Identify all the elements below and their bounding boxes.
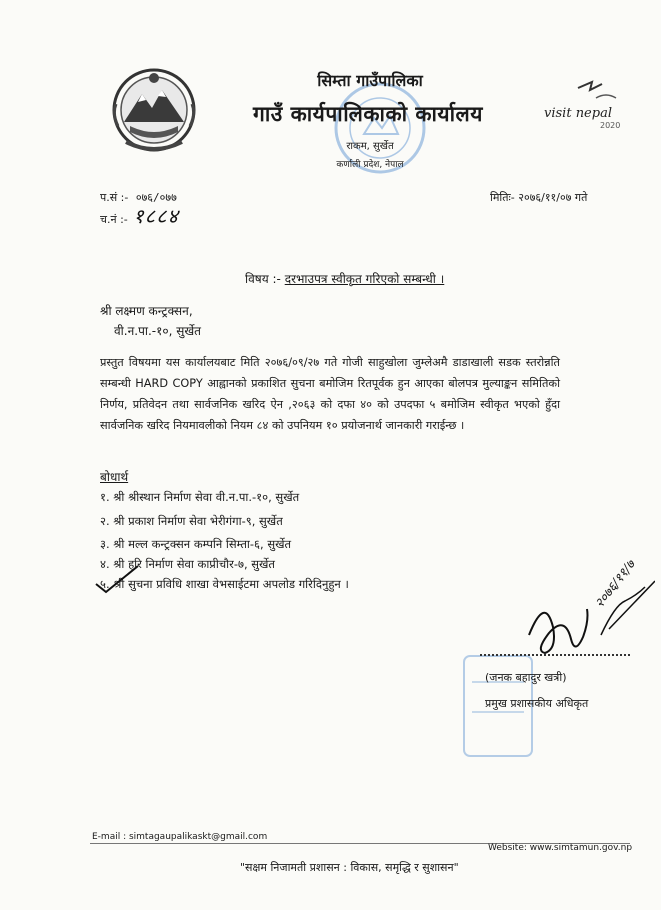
office-title: गाउँ कार्यपालिकाको कार्यालय <box>253 102 483 126</box>
footer-email[interactable]: E-mail : simtagaupalikaskt@gmail.com <box>92 832 268 842</box>
subject-line <box>245 270 444 287</box>
body-paragraph: प्रस्तुत विषयमा यस कार्यालयबाट मिति २०७६/०९/२७ गते गोजी साहुखोला जुम्लेअमै डाडाखाली सडक स्तरोन्नति सम्बन्धी HARD COPY आह्वानको प्रकाशित सुचना बमोजिम रितपूर्वक हुन आएका बोलपत्र मुल्याङ्कन समितिको निर्णय, प्रतिवेदन तथा सार्वजनिक खरिद ऐन ,२०६३ को दफा ४० को उपदफा ५ बमोजिम स्वीकृत भएको हुँदा सार्वजनिक खरिद नियमावलीको नियम ८४ को उपनियम १० प्रयोजनार्थ जानकारी गराईन्छ । <box>100 356 560 432</box>
signer-name: (जनक बहादुर खत्री) <box>485 671 567 684</box>
info-item: २. श्री प्रकाश निर्माण सेवा भेरीगंगा-९, सुर्खेत <box>100 514 283 528</box>
visit-nepal-logo <box>540 78 640 133</box>
letter-number-label: प.सं :- <box>100 191 129 204</box>
footer-motto: "सक्षम निजामती प्रशासन : विकास, समृद्धि र सुशासन" <box>240 861 459 874</box>
recipient-address: वी.न.पा.-१०, सुर्खेत <box>114 324 202 338</box>
info-item: ५. श्री सुचना प्रविधि शाखा वेभसाईटमा अपलोड गरिदिनुहुन । <box>100 577 349 591</box>
dispatch-number <box>100 202 179 229</box>
office-province: कर्णाली प्रदेश, नेपाल <box>336 160 404 170</box>
date-label: मितिः- <box>490 191 515 204</box>
subject-label: विषय :- <box>245 272 281 286</box>
rural-municipality-name: सिम्ता गाउँपालिका <box>317 71 423 90</box>
info-item: ४. श्री हरि निर्माण सेवा काप्रीचौर-७, सुर्खेत <box>100 557 275 571</box>
dispatch-number-value: १८८४ <box>133 204 179 228</box>
info-copy-label: बोधार्थ <box>100 470 129 484</box>
letter-date <box>490 190 587 205</box>
signature-line <box>480 654 630 656</box>
info-item: ३. श्री मल्ल कन्ट्रक्सन कम्पनि सिम्ता-६, सुर्खेत <box>100 537 292 551</box>
signer-title: प्रमुख प्रशासकीय अधिकृत <box>485 697 589 710</box>
dispatch-number-label: च.नं :- <box>100 213 128 226</box>
info-item: १. श्री श्रीस्थान निर्माण सेवा वी.न.पा.-१०, सुर्खेत <box>100 490 300 504</box>
nepal-emblem-icon <box>108 64 200 156</box>
visit-nepal-text: visit nepal <box>544 106 612 121</box>
date-value: २०७६/११/०७ गते <box>518 191 588 204</box>
footer-website[interactable]: Website: www.simtamun.gov.np <box>488 843 633 853</box>
subject-text: दरभाउपत्र स्वीकृत गरिएको सम्बन्धी । <box>284 272 445 286</box>
recipient-name: श्री लक्ष्मण कन्ट्रक्सन, <box>100 304 193 318</box>
office-address: राकम, सुर्खेत <box>346 141 394 152</box>
handwritten-sign-date: २०७६/११/७ <box>592 557 639 612</box>
letter-number-value: ०७६/०७७ <box>135 191 177 204</box>
checkmark-icon <box>92 562 142 596</box>
visit-nepal-year: 2020 <box>600 121 621 130</box>
